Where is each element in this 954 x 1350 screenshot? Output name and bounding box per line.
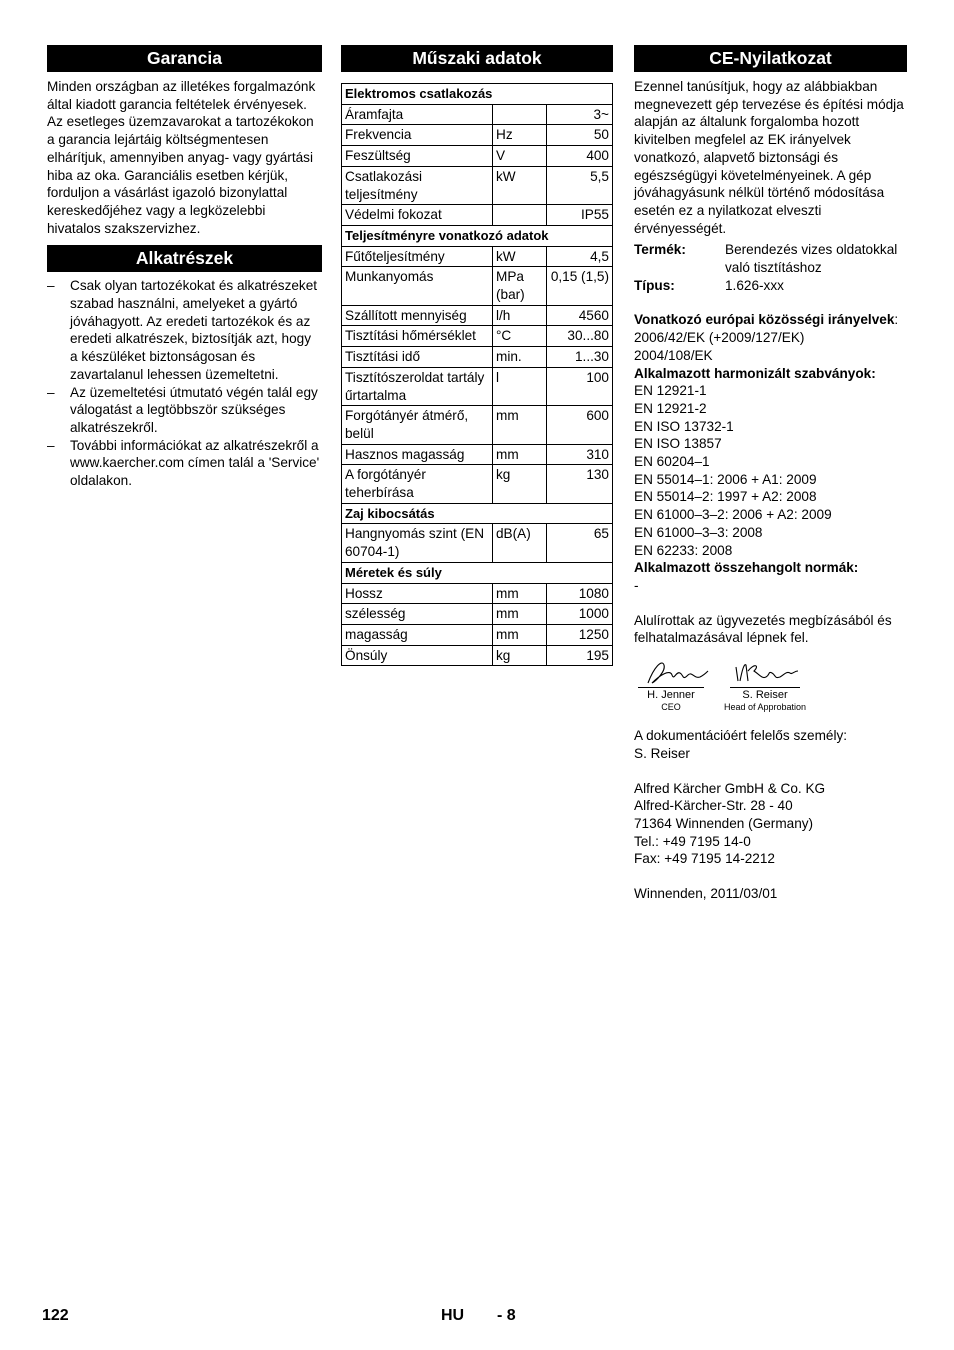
table-cell-label: Frekvencia <box>342 125 493 146</box>
table-cell-value: 1...30 <box>547 347 613 368</box>
directive-item: 2006/42/EK (+2009/127/EK) <box>634 330 805 346</box>
table-cell-unit: dB(A) <box>493 524 547 562</box>
table-cell-value: 4560 <box>547 305 613 326</box>
table-cell-unit: mm <box>493 583 547 604</box>
table-cell-unit: min. <box>493 347 547 368</box>
table-cell-value: 310 <box>547 444 613 465</box>
table-cell-label: Védelmi fokozat <box>342 205 493 226</box>
signature-reiser <box>730 657 802 689</box>
signer-role: CEO <box>661 702 681 713</box>
standard-item: EN 12921-1 <box>634 383 707 399</box>
company-line: Alfred-Kärcher-Str. 28 - 40 <box>634 798 793 814</box>
table-cell-unit: °C <box>493 326 547 347</box>
product-row <box>634 241 907 276</box>
company-line: Tel.: +49 7195 14-0 <box>634 833 751 849</box>
table-cell-label: Hangnyomás szint (EN 60704-1) <box>342 524 493 562</box>
table-cell-value: IP55 <box>547 205 613 226</box>
table-cell-value: 5,5 <box>547 166 613 204</box>
table-cell-value: 30...80 <box>547 326 613 347</box>
signer-role: Head of Approbation <box>723 702 807 713</box>
table-cell-unit: kW <box>493 246 547 267</box>
table-cell-unit: kg <box>493 645 547 666</box>
table-cell-label: Hasznos magasság <box>342 444 493 465</box>
signature-line <box>638 687 704 688</box>
table-cell-value: 100 <box>547 367 613 405</box>
table-row <box>342 205 613 226</box>
table-cell-label: Áramfajta <box>342 104 493 125</box>
table-cell-label: Fűtőteljesítmény <box>342 246 493 267</box>
signer-name: S. Reiser <box>742 689 788 702</box>
table-cell-unit: l/h <box>493 305 547 326</box>
product-label: Termék: <box>634 242 686 258</box>
table-cell-value: 600 <box>547 406 613 444</box>
table-section-title: Méretek és súly <box>342 562 613 583</box>
alkatreszek-heading: Alkatrészek <box>47 245 322 272</box>
table-row <box>342 444 613 465</box>
table-section-title: Elektromos csatlakozás <box>342 84 613 105</box>
norms-value: - <box>634 577 639 593</box>
table-cell-unit: mm <box>493 624 547 645</box>
table-row <box>342 604 613 625</box>
garancia-text: Minden országban az illetékes forgalmazónk által kiadott garancia feltételek érvényesek. Az esetleges üzemzavarokat a tartozékokon a garancia lejártáig költségmentesen elhárítjuk, amennyiben anyag- vagy gyártási hiba az oka. Garanciális esetben kérjük, forduljon a vásárlást igazoló bizonylattal kereskedőjéhez vagy a legközelebbi hivatalos szakszervizhez. <box>47 79 316 236</box>
list-item-text: Csak olyan tartozékokat és alkatrészeket szabad használni, amelyeket a gyártó jóváhagyott. Az eredeti tartozékok és az eredeti alkatrészek, biztosítják azt, hogy a készüléket biztonságosan és zavartalanul lehessen üzemeltetni. <box>70 278 318 382</box>
type-value: 1.626-xxx <box>725 277 784 293</box>
company-address <box>634 780 907 869</box>
standard-item: EN 60204–1 <box>634 454 710 470</box>
standard-item: EN ISO 13732-1 <box>634 418 734 434</box>
language-code: HU <box>441 1307 465 1324</box>
norms-label: Alkalmazott összehangolt normák: <box>634 560 859 576</box>
table-cell-label: Forgótányér átmérő, belül <box>342 406 493 444</box>
table-row <box>342 583 613 604</box>
standards-list <box>634 382 907 559</box>
ce-intro: Ezennel tanúsítjuk, hogy az alábbiakban megnevezett gép tervezése és építési módja alapján az általunk forgalomba hozott kivitelben megfelel az EK irányelvek vonatkozó, alapvető biztonsági és egészségügyi követelményeinek. A gép jóváhagyásunk nélkül történő módosítása esetén ez a nyilatkozat elveszti érvényességét. <box>634 79 904 236</box>
standard-item: EN 55014–2: 1997 + A2: 2008 <box>634 489 817 505</box>
directives-label: Vonatkozó európai közösségi irányelvek <box>634 312 895 328</box>
alkatreszek-list <box>47 277 322 489</box>
directives-colon: : <box>894 312 899 328</box>
table-row <box>342 367 613 405</box>
table-section-title: Zaj kibocsátás <box>342 503 613 524</box>
standard-item: EN 61000–3–2: 2006 + A2: 2009 <box>634 507 832 523</box>
column-muszaki <box>341 45 613 666</box>
table-cell-label: A forgótányér teherbírása <box>342 465 493 503</box>
table-section-row <box>342 84 613 105</box>
table-cell-value: 3~ <box>547 104 613 125</box>
page-number: 122 <box>42 1307 69 1324</box>
table-cell-value: 1250 <box>547 624 613 645</box>
table-cell-value: 4,5 <box>547 246 613 267</box>
list-item: – További információkat az alkatrészekről a www.kaercher.com címen talál a 'Service' oldalakon. <box>47 437 320 489</box>
column-ce <box>634 45 907 903</box>
table-row <box>342 624 613 645</box>
standard-item: EN 55014–1: 2006 + A1: 2009 <box>634 471 817 487</box>
table-row <box>342 465 613 503</box>
table-row <box>342 305 613 326</box>
table-cell-label: Önsúly <box>342 645 493 666</box>
table-cell-value: 65 <box>547 524 613 562</box>
table-cell-label: magasság <box>342 624 493 645</box>
table-section-row <box>342 562 613 583</box>
company-line: 71364 Winnenden (Germany) <box>634 815 814 831</box>
table-cell-value: 1000 <box>547 604 613 625</box>
type-label: Típus: <box>634 277 675 293</box>
table-cell-unit: mm <box>493 406 547 444</box>
table-cell-label: Tisztítási idő <box>342 347 493 368</box>
table-row <box>342 246 613 267</box>
table-row <box>342 125 613 146</box>
table-cell-value: 130 <box>547 465 613 503</box>
garancia-heading: Garancia <box>47 45 322 72</box>
table-cell-unit: kg <box>493 465 547 503</box>
standard-item: EN 62233: 2008 <box>634 542 733 558</box>
table-row <box>342 104 613 125</box>
table-cell-label: szélesség <box>342 604 493 625</box>
directive-item: 2004/108/EK <box>634 347 713 363</box>
place-date: Winnenden, 2011/03/01 <box>634 886 778 902</box>
table-row <box>342 524 613 562</box>
table-cell-unit: mm <box>493 604 547 625</box>
company-line: Alfred Kärcher GmbH & Co. KG <box>634 780 826 796</box>
signed-text: Alulírottak az ügyvezetés megbízásából és felhatalmazásával lépnek fel. <box>634 612 892 646</box>
sub-page-number <box>497 1307 516 1325</box>
signature-block <box>634 657 907 727</box>
table-cell-label: Szállított mennyiség <box>342 305 493 326</box>
table-cell-unit: Hz <box>493 125 547 146</box>
table-row <box>342 166 613 204</box>
table-cell-unit: V <box>493 146 547 167</box>
table-row <box>342 406 613 444</box>
table-cell-unit <box>493 104 547 125</box>
table-cell-unit: l <box>493 367 547 405</box>
table-cell-value: 0,15 (1,5) <box>547 267 613 305</box>
list-item-text: További információkat az alkatrészekről a www.kaercher.com címen talál a 'Service' oldalakon. <box>70 437 320 489</box>
table-section-title: Teljesítményre vonatkozó adatok <box>342 225 613 246</box>
table-row <box>342 267 613 305</box>
table-cell-label: Tisztítási hőmérséklet <box>342 326 493 347</box>
table-cell-value: 400 <box>547 146 613 167</box>
standard-item: EN 61000–3–3: 2008 <box>634 524 763 540</box>
table-cell-value: 50 <box>547 125 613 146</box>
signature-jenner <box>640 657 710 689</box>
list-item-text: Az üzemeltetési útmutató végén talál egy válogatást a legtöbbször szükséges alkatrészekről. <box>70 384 318 435</box>
table-cell-unit: mm <box>493 444 547 465</box>
table-row <box>342 146 613 167</box>
table-row <box>342 347 613 368</box>
standards-label: Alkalmazott harmonizált szabványok: <box>634 365 876 381</box>
muszaki-heading: Műszaki adatok <box>341 45 613 72</box>
table-cell-label: Tisztítószeroldat tartály űrtartalma <box>342 367 493 405</box>
table-cell-unit: MPa (bar) <box>493 267 547 305</box>
ce-heading: CE-Nyilatkozat <box>634 45 907 72</box>
table-section-row <box>342 225 613 246</box>
directives-heading <box>634 311 907 329</box>
table-cell-value: 1080 <box>547 583 613 604</box>
doc-responsible-label: A dokumentációért felelős személy: <box>634 728 848 744</box>
table-cell-value: 195 <box>547 645 613 666</box>
table-cell-unit <box>493 205 547 226</box>
table-row <box>342 645 613 666</box>
table-cell-label: Munkanyomás <box>342 267 493 305</box>
company-line: Fax: +49 7195 14-2212 <box>634 851 775 867</box>
type-row <box>634 277 907 295</box>
table-cell-unit: kW <box>493 166 547 204</box>
spec-table <box>341 83 613 666</box>
signer-name: H. Jenner <box>647 689 695 702</box>
standard-item: EN 12921-2 <box>634 400 707 416</box>
doc-responsible-name: S. Reiser <box>634 745 690 761</box>
table-cell-label: Hossz <box>342 583 493 604</box>
list-item: – Csak olyan tartozékokat és alkatrészeket szabad használni, amelyeket a gyártó jóváhagyott. Az eredeti tartozékok és az eredeti alkatrészek, biztosítják azt, hogy a készüléket biztonságosan és zavartalanul lehessen üzemeltetni. <box>47 278 318 382</box>
table-section-row <box>342 503 613 524</box>
column-garancia <box>47 45 322 490</box>
table-cell-label: Feszültség <box>342 146 493 167</box>
table-cell-label: Csatlakozási teljesítmény <box>342 166 493 204</box>
sub-page-text: - 8 <box>497 1307 516 1324</box>
product-value: Berendezés vizes oldatokkal való tisztításhoz <box>725 242 898 276</box>
standard-item: EN ISO 13857 <box>634 436 722 452</box>
list-item: – Az üzemeltetési útmutató végén talál egy válogatást a legtöbbször szükséges alkatrészekről. <box>47 384 318 435</box>
table-row <box>342 326 613 347</box>
signature-line <box>730 687 800 688</box>
